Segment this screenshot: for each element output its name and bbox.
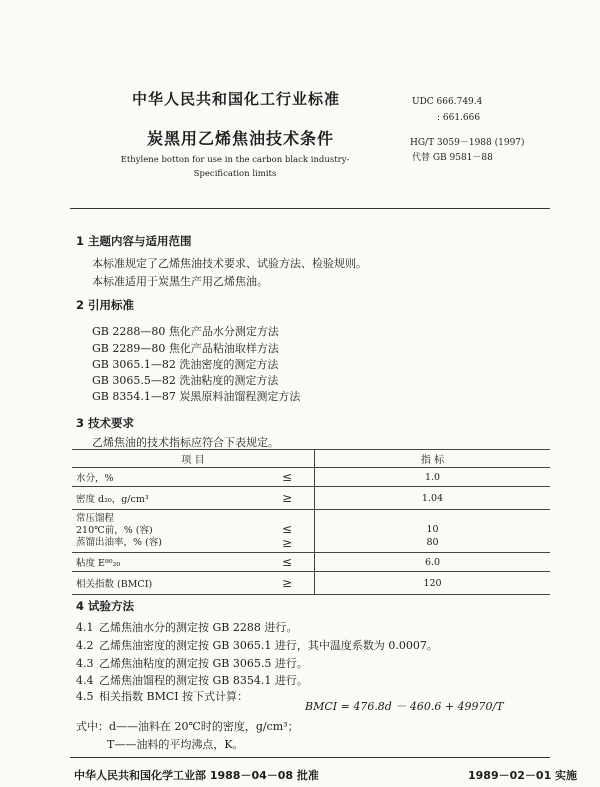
formula-where-d: 式中：d——油料在 20℃时的密度，g/cm³； xyxy=(76,720,299,733)
row-item: 密度 d₂₀，g/cm³ xyxy=(72,487,260,510)
method-number: 4.2 xyxy=(76,639,94,652)
table-row xyxy=(72,487,550,510)
header-divider xyxy=(70,208,550,209)
method-number: 4.1 xyxy=(76,621,94,634)
bmci-formula: BMCI = 476.8d － 460.6 + 49970/T xyxy=(305,700,504,713)
footer-divider xyxy=(70,757,550,758)
method-item xyxy=(76,619,297,635)
row-symbol: ≤ xyxy=(260,468,315,487)
row-value: 1.04 xyxy=(315,487,551,510)
row-value: 120 xyxy=(315,572,551,595)
reference-item: GB 3065.5—82 洗油粘度的测定方法 xyxy=(92,374,279,387)
method-item xyxy=(76,655,308,671)
method-text: 乙烯焦油馏程的测定按 GB 8354.1 进行。 xyxy=(99,674,308,687)
table-row xyxy=(72,572,550,595)
method-text: 相关指数 BMCI 按下式计算： xyxy=(99,690,249,703)
row-symbol: ≥ xyxy=(260,487,315,510)
standard-title: 炭黑用乙烯焦油技术条件 xyxy=(147,129,335,148)
method-item xyxy=(76,688,248,704)
row-value: 80 xyxy=(426,536,439,548)
english-title: Ethylene botton for use in the carbon black industry-Specification limits xyxy=(120,155,350,179)
method-text: 乙烯焦油水分的测定按 GB 2288 进行。 xyxy=(99,621,298,634)
section-1-para-2: 本标准适用于炭黑生产用乙烯焦油。 xyxy=(92,275,268,288)
table-row xyxy=(72,468,550,487)
reference-item: GB 8354.1—87 炭黑原料油馏程测定方法 xyxy=(92,390,301,403)
section-4-heading: 4 试验方法 xyxy=(76,599,135,613)
reference-item: GB 3065.1—82 洗油密度的测定方法 xyxy=(92,358,279,371)
row-symbol: ≥ xyxy=(281,535,293,550)
row-symbol: ≤ xyxy=(260,553,315,572)
row-item: 210℃前，% (容) xyxy=(76,525,153,536)
row-item: 水分，% xyxy=(72,468,260,487)
row-item: 相关指数 (BMCI) xyxy=(72,572,260,595)
section-1-heading: 1 主题内容与适用范围 xyxy=(76,234,192,248)
row-symbol: ≥ xyxy=(260,572,315,595)
header-item: 项 目 xyxy=(72,450,315,468)
udc-line-2: : 661.666 xyxy=(437,113,481,123)
row-symbol: ≤ xyxy=(281,521,293,536)
method-item xyxy=(76,672,308,688)
replaces-note: 代替 GB 9581－88 xyxy=(412,153,493,163)
method-text: 乙烯焦油粘度的测定按 GB 3065.5 进行。 xyxy=(99,657,308,670)
reference-item: GB 2289—80 焦化产品粘油取样方法 xyxy=(92,342,279,355)
table-row xyxy=(72,510,550,553)
method-number: 4.3 xyxy=(76,657,94,670)
method-text: 乙烯焦油密度的测定按 GB 3065.1 进行，其中温度系数为 0.0007。 xyxy=(99,639,438,652)
table-row xyxy=(72,553,550,572)
table-header-row xyxy=(72,450,550,468)
method-number: 4.5 xyxy=(76,690,94,703)
section-3-heading: 3 技术要求 xyxy=(76,416,135,430)
method-item xyxy=(76,637,438,653)
row-value: 6.0 xyxy=(315,553,551,572)
row-value: 1.0 xyxy=(315,468,551,487)
section-3-intro: 乙烯焦油的技术指标应符合下表规定。 xyxy=(92,436,279,449)
approval-note: 中华人民共和国化学工业部 1988－04－08 批准 xyxy=(74,769,319,782)
issuing-body: 中华人民共和国化工行业标准 xyxy=(132,90,341,108)
formula-where-t: T——油料的平均沸点，K。 xyxy=(107,738,244,751)
effective-date: 1989－02－01 实施 xyxy=(468,769,578,782)
reference-item: GB 2288—80 焦化产品水分测定方法 xyxy=(92,325,279,338)
row-value: 10 xyxy=(426,523,439,535)
row-item: 粘度 E⁸⁰₂₀ xyxy=(72,553,260,572)
row-item: 蒸馏出油率，% (容) xyxy=(76,537,162,548)
section-1-para-1: 本标准规定了乙烯焦油技术要求、试验方法、检验规则。 xyxy=(92,257,367,270)
section-2-heading: 2 引用标准 xyxy=(76,298,135,312)
header-index: 指 标 xyxy=(315,450,551,468)
row-item-group: 常压馏程 xyxy=(76,513,115,524)
standard-code: HG/T 3059－1988 (1997) xyxy=(410,138,525,148)
udc-line-1: UDC 666.749.4 xyxy=(412,97,483,107)
method-number: 4.4 xyxy=(76,674,94,687)
spec-table xyxy=(72,449,550,595)
